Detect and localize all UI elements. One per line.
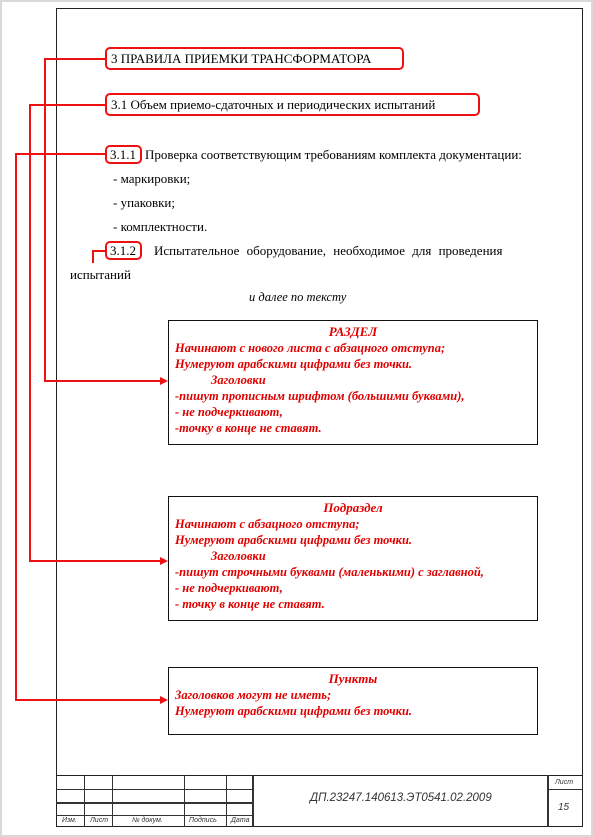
- stamp-label-docnum: № докум.: [132, 817, 163, 824]
- connector-item2-v: [92, 250, 94, 263]
- subsection-heading: 3.1 Объем приемо-сдаточных и периодических испытаний: [111, 97, 436, 112]
- stamp-label-sheet: Лист: [90, 817, 109, 824]
- connector-subsection-arrow: [160, 557, 168, 565]
- note-subsection-line-3: -пишут строчными буквами (маленькими) с заглавной,: [175, 565, 484, 579]
- connector-item-arrow: [160, 696, 168, 704]
- further-text-note: и далее по тексту: [249, 290, 347, 304]
- note-subsection-line-5: - точку в конце не ставят.: [175, 597, 325, 611]
- item1-list-0: - маркировки;: [113, 171, 191, 186]
- note-section-title: РАЗДЕЛ: [328, 324, 378, 339]
- connector-section-h1: [44, 58, 106, 60]
- stamp-col-line: [112, 775, 113, 827]
- note-subsection-line-0: Начинают с абзацного отступа;: [175, 517, 360, 531]
- stamp-row-line: [56, 789, 252, 790]
- note-items-line-1: Нумеруют арабскими цифрами без точки.: [175, 704, 413, 718]
- stamp-row-line: [56, 802, 252, 804]
- stamp-label-change: Изм.: [62, 817, 77, 824]
- item2-text-line2: испытаний: [70, 267, 131, 282]
- connector-item1-h1: [15, 153, 106, 155]
- item2-text-line1: Испытательное оборудование, необходимое для проведения: [154, 243, 503, 258]
- stamp-col-line: [547, 775, 549, 827]
- stamp-sheet-label: Лист: [555, 779, 574, 786]
- connector-subsection-h2: [29, 560, 160, 562]
- note-section-line-0: Начинают с нового листа с абзацного отступа;: [175, 341, 446, 355]
- item1-text: Проверка соответствующим требованиям комплекта документации:: [145, 147, 522, 162]
- stamp-row-line: [56, 815, 252, 816]
- note-section-line-4: - не подчеркивают,: [175, 405, 283, 419]
- section-heading: 3 ПРАВИЛА ПРИЕМКИ ТРАНСФОРМАТОРА: [111, 51, 372, 66]
- note-section-line-3: -пишут прописным шрифтом (большими буквами),: [175, 389, 465, 403]
- stamp-col-line: [226, 775, 227, 827]
- connector-section-arrow: [160, 377, 168, 385]
- document-code: ДП.23247.140613.ЭТ0541.02.2009: [310, 792, 492, 804]
- stamp-col-line: [184, 775, 185, 827]
- stamp-label-date: Дата: [231, 817, 250, 824]
- item1-list-2: - комплектности.: [113, 219, 208, 234]
- note-subsection-line-2: Заголовки: [211, 549, 266, 563]
- connector-section-h2: [44, 380, 160, 382]
- connector-section-v: [44, 58, 46, 381]
- note-section-line-2: Заголовки: [211, 373, 266, 387]
- sheet-number: 15: [558, 802, 570, 813]
- connector-item1-v: [15, 153, 17, 700]
- connector-subsection-h1: [29, 104, 106, 106]
- stamp-col-line: [84, 775, 85, 827]
- item2-number: 3.1.2: [110, 243, 136, 258]
- note-section-line-5: -точку в конце не ставят.: [175, 421, 322, 435]
- note-subsection-line-1: Нумеруют арабскими цифрами без точки.: [175, 533, 413, 547]
- connector-item2-h: [92, 250, 106, 252]
- note-subsection-line-4: - не подчеркивают,: [175, 581, 283, 595]
- note-section-line-1: Нумеруют арабскими цифрами без точки.: [175, 357, 413, 371]
- stamp-col-line: [252, 775, 254, 827]
- item1-number: 3.1.1: [110, 147, 136, 162]
- note-items-title: Пункты: [328, 671, 378, 686]
- item1-list-1: - упаковки;: [113, 195, 175, 210]
- note-items-line-0: Заголовков могут не иметь;: [175, 688, 332, 702]
- stamp-row-line: [547, 789, 583, 790]
- connector-item1-h2: [15, 699, 160, 701]
- note-subsection-title: Подраздел: [323, 500, 383, 515]
- connector-subsection-v: [29, 104, 31, 561]
- stamp-label-signature: Подпись: [189, 817, 217, 824]
